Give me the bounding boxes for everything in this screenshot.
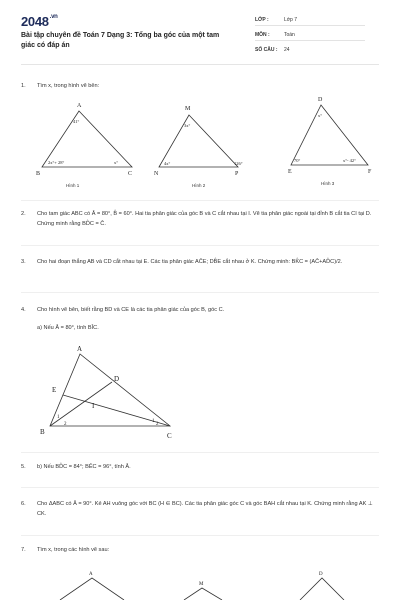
meta-value: Lớp 7 xyxy=(284,17,298,23)
caption-hinh-1: Hình 1 xyxy=(66,183,80,188)
label-I: I xyxy=(92,402,95,410)
label-P: P xyxy=(235,171,239,177)
caption-hinh-2: Hình 2 xyxy=(192,183,206,188)
meta-value: 24 xyxy=(284,47,290,53)
label-A: A xyxy=(77,345,83,353)
document-title: Bài tập chuyên đề Toán 7 Dạng 3: Tổng ba góc của một tam giác có đáp án xyxy=(21,32,220,49)
section-separator xyxy=(21,535,379,536)
angle-e: 70° xyxy=(294,158,301,163)
section-separator xyxy=(21,200,379,201)
question-2: 2. Cho tam giác ABC có Â = 80°, B̂ = 60°. Hai tia phân giác của góc B và C cắt nhau tại I. Vẽ tia phân giác ngoài tại đỉnh B cắt tia CI tại D. Chứng minh rằng BD̂C = Ĉ. xyxy=(21,211,372,227)
section-separator xyxy=(21,245,379,246)
angle-b: 2x°+ 28° xyxy=(48,160,65,165)
meta-label: SỐ CÂU : xyxy=(255,47,278,53)
section-separator xyxy=(21,292,379,293)
angle-a: 41° xyxy=(73,119,80,124)
label-A: A xyxy=(77,103,82,109)
section-separator xyxy=(21,452,379,453)
angle-c: x° xyxy=(114,160,119,165)
angle-n: 4x° xyxy=(164,161,171,166)
label-F: F xyxy=(368,169,372,175)
caption-hinh-3: Hình 3 xyxy=(321,181,335,186)
question-6: 6. Cho ΔABC có Â = 90°. Kẻ AH vuông góc với BC (H ∈ BC). Các tia phân giác góc C và góc BAH cắt nhau tại K. Chứng minh rằng AK ⊥ CK. xyxy=(21,501,373,517)
meta-label: LỚP : xyxy=(255,17,269,23)
label-E: E xyxy=(288,169,292,175)
figure-q7 xyxy=(0,566,400,600)
triangle-with-bisectors xyxy=(50,354,170,426)
header-divider xyxy=(21,64,379,65)
label-M: M xyxy=(199,582,204,587)
site-logo[interactable]: $2048^{.vn}$ xyxy=(21,14,58,29)
label-D: D xyxy=(318,97,323,103)
label-E: E xyxy=(52,386,57,394)
question-4: 4. Cho hình vẽ bên, biết rằng BD và CE là các tia phân giác của góc B, góc C. xyxy=(21,307,225,313)
angle-mark-1: 1 xyxy=(152,419,155,424)
angle-m: 3x° xyxy=(184,123,191,128)
section-separator xyxy=(21,487,379,488)
triangle-abc xyxy=(42,111,132,167)
angle-mark-1: 1 xyxy=(57,415,60,420)
label-C: C xyxy=(128,171,133,177)
label-C: C xyxy=(167,432,172,440)
label-B: B xyxy=(40,428,45,436)
figure-q4 xyxy=(30,342,190,442)
label-B: B xyxy=(36,171,41,177)
meta-value: Toán xyxy=(284,32,295,38)
label-D: D xyxy=(114,375,120,383)
angle-f: x°- 42° xyxy=(343,158,356,163)
angle-mark-2: 2 xyxy=(64,422,67,427)
label-M: M xyxy=(185,106,191,112)
question-5: 5. b) Nếu BD̂C = 84°; BÊC = 96°, tính Â. xyxy=(21,464,131,470)
label-N: N xyxy=(154,171,159,177)
question-1: 1. Tìm x, trong hình vẽ bên: xyxy=(21,83,100,89)
question-7: 7. Tìm x, trong các hình vẽ sau: xyxy=(21,547,110,553)
triangle-mnp xyxy=(159,115,238,167)
triangle-def xyxy=(291,105,368,165)
label-A: A xyxy=(89,572,93,577)
question-3: 3. Cho hai đoạn thẳng AB và CD cắt nhau tại E. Các tia phân giác AĈE; DB̂E cắt nhau ở K. Chứng minh: BK̂C = (AĈ+AD̂C)/2. xyxy=(21,259,343,265)
question-4a: a) Nếu Â = 80°, tính BÎC. xyxy=(37,325,99,331)
angle-p: 126° xyxy=(234,161,243,166)
meta-label: MÔN : xyxy=(255,32,270,38)
label-D: D xyxy=(319,572,323,577)
angle-mark-2: 2 xyxy=(156,422,159,427)
figure-q1 xyxy=(0,95,400,195)
angle-d: x° xyxy=(318,113,323,118)
